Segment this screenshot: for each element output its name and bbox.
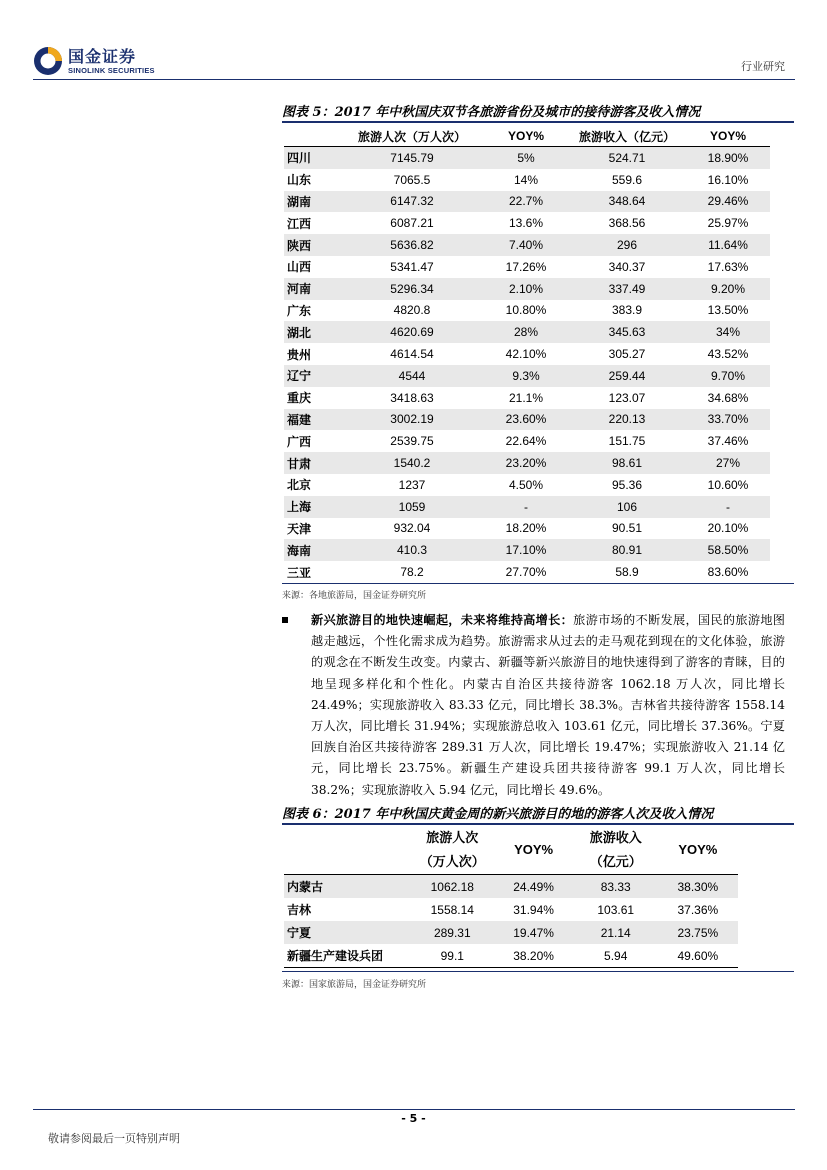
section-label: 行业研究 bbox=[741, 60, 785, 73]
table-cell: 3418.63 bbox=[390, 390, 434, 405]
paragraph-lead: 新兴旅游目的地快速崛起，未来将维持高增长： bbox=[311, 613, 574, 627]
table-cell: 559.6 bbox=[611, 172, 643, 187]
row-label: 江西 bbox=[287, 216, 312, 231]
table-cell: 25.97% bbox=[707, 216, 749, 231]
column-header: YOY% bbox=[658, 826, 738, 875]
table-header-row bbox=[284, 826, 738, 875]
table-cell: 2.10% bbox=[484, 278, 568, 300]
figure5-source: 来源：各地旅游局，国金证券研究所 bbox=[282, 591, 427, 601]
figure6-table bbox=[284, 826, 738, 968]
table-row bbox=[284, 452, 770, 474]
table-cell: 78.2 bbox=[340, 561, 484, 583]
table-cell: 23.20% bbox=[484, 452, 568, 474]
logo-icon bbox=[33, 46, 63, 76]
table-cell: 7065.5 bbox=[393, 172, 431, 187]
table-cell: 1059 bbox=[340, 496, 484, 518]
row-label: 山西 bbox=[287, 260, 312, 275]
table-row bbox=[284, 474, 770, 496]
logo-english: SINOLINK SECURITIES bbox=[68, 66, 155, 75]
row-label: 贵州 bbox=[287, 347, 312, 362]
table-cell: 22.7% bbox=[484, 191, 568, 213]
table-cell: 4544 bbox=[340, 365, 484, 387]
table-cell: 33.70% bbox=[686, 409, 770, 431]
figure6-title: 图表 6：2017 年中秋国庆黄金周的新兴旅游目的地的游客人次及收入情况 bbox=[282, 807, 714, 822]
table-cell: 348.64 bbox=[568, 191, 686, 213]
row-label: 山东 bbox=[287, 173, 312, 188]
table-cell: 58.50% bbox=[686, 539, 770, 561]
table-row bbox=[284, 496, 770, 518]
table-cell: 5341.47 bbox=[390, 259, 434, 274]
table-cell: 5.94 bbox=[574, 944, 658, 968]
table-cell: 29.46% bbox=[686, 191, 770, 213]
table-row bbox=[284, 147, 770, 169]
row-label: 新疆生产建设兵团 bbox=[284, 944, 411, 968]
column-header bbox=[284, 126, 340, 147]
table-cell: 21.14 bbox=[574, 921, 658, 944]
table-cell: 932.04 bbox=[393, 521, 431, 536]
table-cell: 58.9 bbox=[568, 561, 686, 583]
table-cell: 10.60% bbox=[707, 477, 749, 492]
column-header bbox=[284, 826, 411, 875]
table-cell: 10.80% bbox=[505, 303, 547, 318]
table-row bbox=[284, 365, 770, 387]
table-row bbox=[284, 898, 738, 921]
table-cell: 19.47% bbox=[493, 921, 573, 944]
column-header: YOY% bbox=[686, 126, 770, 147]
page-number: - 5 - bbox=[401, 1112, 426, 1125]
logo-text: 国金证券 bbox=[68, 47, 137, 66]
table-row bbox=[284, 169, 770, 191]
table-cell: 99.1 bbox=[411, 944, 493, 968]
table-row bbox=[284, 518, 770, 540]
figure5-rule bbox=[282, 121, 794, 123]
table-cell: - bbox=[686, 496, 770, 518]
page-header bbox=[0, 0, 827, 80]
table-cell: 4614.54 bbox=[390, 347, 434, 362]
table-cell: 31.94% bbox=[513, 902, 554, 917]
table-cell: 38.20% bbox=[493, 944, 573, 968]
row-label: 广东 bbox=[287, 303, 312, 318]
table-cell: 95.36 bbox=[611, 477, 643, 492]
row-label: 三亚 bbox=[284, 561, 340, 583]
table-row bbox=[284, 944, 738, 968]
table-cell: 106 bbox=[568, 496, 686, 518]
row-label: 甘肃 bbox=[284, 452, 340, 474]
table-row bbox=[284, 430, 770, 452]
table-cell: 23.60% bbox=[484, 409, 568, 431]
table-cell: 2539.75 bbox=[390, 434, 434, 449]
table-cell: 23.75% bbox=[658, 921, 738, 944]
table-cell: 22.64% bbox=[505, 434, 547, 449]
figure5-title: 图表 5：2017 年中秋国庆双节各旅游省份及城市的接待游客及收入情况 bbox=[282, 105, 701, 120]
table-cell: 13.50% bbox=[707, 303, 749, 318]
row-label: 上海 bbox=[284, 496, 340, 518]
table-cell: 34% bbox=[686, 321, 770, 343]
table-row bbox=[284, 256, 770, 278]
table-row bbox=[284, 539, 770, 561]
figure6-rule bbox=[282, 823, 794, 825]
table-cell: 289.31 bbox=[411, 921, 493, 944]
column-header: YOY% bbox=[493, 826, 573, 875]
row-label: 四川 bbox=[284, 147, 340, 169]
row-label: 天津 bbox=[287, 521, 312, 536]
table-cell: 220.13 bbox=[568, 409, 686, 431]
table-cell: 6147.32 bbox=[340, 191, 484, 213]
table-cell: 18.20% bbox=[505, 521, 547, 536]
table-cell: 17.26% bbox=[505, 259, 547, 274]
table-cell: 123.07 bbox=[608, 390, 646, 405]
header-divider bbox=[33, 79, 795, 80]
table-row bbox=[284, 321, 770, 343]
table-cell: 28% bbox=[484, 321, 568, 343]
table-cell: 337.49 bbox=[568, 278, 686, 300]
table-cell: 17.63% bbox=[707, 259, 749, 274]
table-row bbox=[284, 875, 738, 899]
table-row bbox=[284, 278, 770, 300]
row-label: 宁夏 bbox=[284, 921, 411, 944]
table-cell: 4820.8 bbox=[393, 303, 431, 318]
table-cell: 34.68% bbox=[707, 390, 749, 405]
table-cell: 24.49% bbox=[493, 875, 573, 899]
table-cell: 3002.19 bbox=[340, 409, 484, 431]
figure5-table bbox=[284, 126, 770, 584]
table-cell: 259.44 bbox=[568, 365, 686, 387]
table-row bbox=[284, 921, 738, 944]
table-row bbox=[284, 212, 770, 234]
table-cell: 383.9 bbox=[611, 303, 643, 318]
table-cell: 37.36% bbox=[677, 902, 719, 917]
table-cell: 27% bbox=[686, 452, 770, 474]
table-cell: 49.60% bbox=[658, 944, 738, 968]
table-cell: 16.10% bbox=[707, 172, 749, 187]
table-cell: 5% bbox=[484, 147, 568, 169]
table-cell: 27.70% bbox=[484, 561, 568, 583]
table-cell: 83.33 bbox=[574, 875, 658, 899]
table-cell: 1540.2 bbox=[340, 452, 484, 474]
table-cell: 42.10% bbox=[505, 347, 547, 362]
table-cell: 305.27 bbox=[608, 347, 646, 362]
table-cell: 11.64% bbox=[686, 234, 770, 256]
footer-divider bbox=[33, 1109, 795, 1110]
row-label: 海南 bbox=[284, 539, 340, 561]
row-label: 广西 bbox=[287, 434, 312, 449]
table-row bbox=[284, 191, 770, 213]
column-header: 旅游收入（亿元） bbox=[568, 126, 686, 147]
column-header: YOY% bbox=[484, 126, 568, 147]
table-cell: 1062.18 bbox=[411, 875, 493, 899]
row-label: 福建 bbox=[284, 409, 340, 431]
table-row bbox=[284, 409, 770, 431]
table-cell: 340.37 bbox=[608, 259, 646, 274]
table-cell: 83.60% bbox=[686, 561, 770, 583]
figure6-bottom-rule bbox=[282, 971, 794, 972]
table-cell: 38.30% bbox=[658, 875, 738, 899]
footer-disclaimer: 敬请参阅最后一页特别声明 bbox=[48, 1132, 180, 1145]
table-cell: 37.46% bbox=[707, 434, 749, 449]
table-cell: 1237 bbox=[398, 477, 426, 492]
table-cell: 98.61 bbox=[568, 452, 686, 474]
table-cell: 7.40% bbox=[484, 234, 568, 256]
table-cell: 90.51 bbox=[611, 521, 643, 536]
table-cell: 14% bbox=[513, 172, 539, 187]
table-row bbox=[284, 343, 770, 365]
table-cell: 13.6% bbox=[508, 216, 544, 231]
row-label: 内蒙古 bbox=[284, 875, 411, 899]
bullet-icon bbox=[282, 617, 288, 623]
table-cell: 296 bbox=[568, 234, 686, 256]
column-header: 旅游人次（万人次） bbox=[340, 126, 484, 147]
column-header: 旅游收入（亿元） bbox=[574, 826, 658, 875]
table-row bbox=[284, 234, 770, 256]
body-paragraph bbox=[311, 610, 785, 801]
table-cell: 1558.14 bbox=[430, 902, 474, 917]
table-cell: 368.56 bbox=[608, 216, 646, 231]
table-cell: 9.20% bbox=[686, 278, 770, 300]
table-cell: 20.10% bbox=[707, 521, 749, 536]
paragraph-body: 旅游市场的不断发展，国民的旅游地图越走越远，个性化需求成为趋势。旅游需求从过去的走马观花到现在的文化体验，旅游的观念在不断发生改变。内蒙古、新疆等新兴旅游目的地快速得到了游客的青睐，目的地呈现多样化和个性化。内蒙古自治区共接待游客 1062.18 万人次，同比增长 24.49%；实现旅游收入 83.33 亿元，同比增长 38.3%。吉林省共接待游客 1558.14 万人次，同比增长 31.94%；实现旅游总收入 103.61 亿元，同比增长 37.36%。宁夏回族自治区共接待游客 289.31 万人次，同比增长 19.47%；实现旅游收入 21.14 亿元，同比增长 23.75%。新疆生产建设兵团共接待游客 99.1 万人次，同比增长 38.2%；实现旅游收入 5.94 亿元，同比增长 49.6%。 bbox=[311, 613, 785, 797]
table-cell: 103.61 bbox=[597, 902, 635, 917]
table-row bbox=[284, 387, 770, 409]
table-cell: 9.3% bbox=[484, 365, 568, 387]
row-label: 河南 bbox=[284, 278, 340, 300]
table-cell: 345.63 bbox=[568, 321, 686, 343]
table-cell: 18.90% bbox=[686, 147, 770, 169]
table-cell: 5636.82 bbox=[340, 234, 484, 256]
row-label: 湖北 bbox=[284, 321, 340, 343]
column-header: 旅游人次（万人次） bbox=[411, 826, 493, 875]
table-cell: 524.71 bbox=[568, 147, 686, 169]
figure5-bottom-rule bbox=[282, 583, 794, 584]
table-cell: 4620.69 bbox=[340, 321, 484, 343]
table-cell: 9.70% bbox=[686, 365, 770, 387]
row-label: 陕西 bbox=[284, 234, 340, 256]
figure6-source: 来源：国家旅游局，国金证券研究所 bbox=[282, 980, 427, 990]
table-cell: 7145.79 bbox=[340, 147, 484, 169]
table-cell: 151.75 bbox=[608, 434, 646, 449]
row-label: 北京 bbox=[287, 478, 312, 493]
row-label: 辽宁 bbox=[284, 365, 340, 387]
table-header-row bbox=[284, 126, 770, 147]
table-cell: 17.10% bbox=[484, 539, 568, 561]
table-cell: 43.52% bbox=[707, 347, 749, 362]
table-cell: 5296.34 bbox=[340, 278, 484, 300]
table-row bbox=[284, 300, 770, 322]
row-label: 重庆 bbox=[287, 391, 312, 406]
table-cell: 80.91 bbox=[568, 539, 686, 561]
table-row bbox=[284, 561, 770, 583]
table-cell: 6087.21 bbox=[390, 216, 434, 231]
row-label: 吉林 bbox=[287, 903, 312, 917]
row-label: 湖南 bbox=[284, 191, 340, 213]
table-cell: 21.1% bbox=[508, 390, 544, 405]
table-cell: 4.50% bbox=[508, 477, 544, 492]
table-cell: 410.3 bbox=[340, 539, 484, 561]
table-cell: - bbox=[484, 496, 568, 518]
